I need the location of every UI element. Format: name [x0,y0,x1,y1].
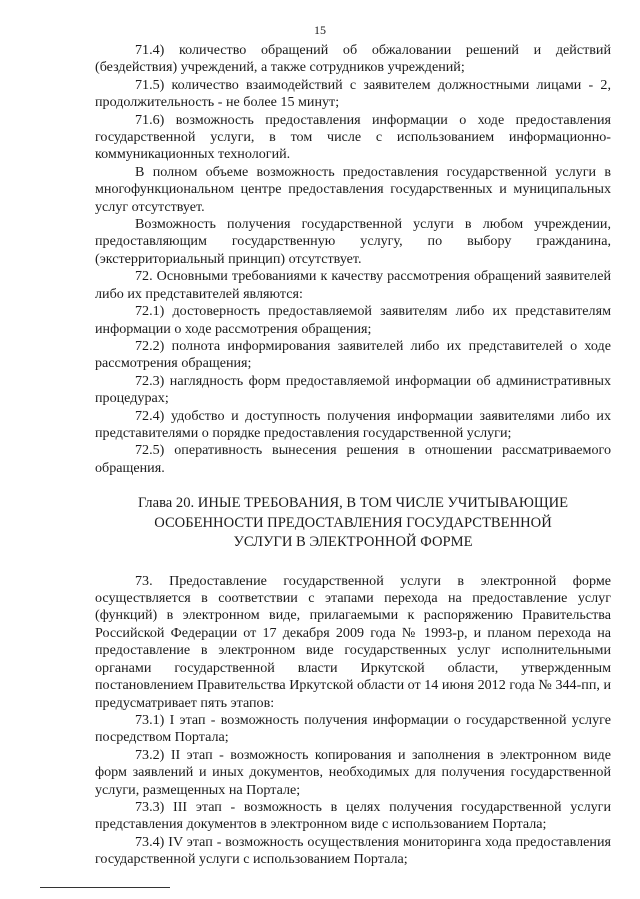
chapter-heading-line-3: УСЛУГИ В ЭЛЕКТРОННОЙ ФОРМЕ [233,534,473,551]
spacer [95,553,611,573]
paragraph-73-3: 73.3) III этап - возможность в целях получения государственной услуги представления документов в электронном виде с использованием Портала; [95,798,611,833]
paragraph-73-2: 73.2) II этап - возможность копирования и заполнения в электронном виде форм заявлений и иных документов, необходимых для получения государственной услуги, размещенных на Портале; [95,746,611,798]
paragraph-71-4: 71.4) количество обращений об обжаловании решений и действий (бездействия) учреждений, а также сотрудников учреждений; [95,42,611,76]
paragraph-72-1: 72.1) достоверность предоставляемой заявителям либо их представителям информации о ходе рассмотрения обращения; [95,303,611,337]
spacer [95,477,611,494]
footnote-divider [40,887,170,888]
paragraph-73: 73. Предоставление государственной услуги в электронной форме осуществляется в соответствии с этапами перехода на предоставление услуг (функций) в электронном виде, прилагаемыми к распоряжению Правительства Российской Федерации от 17 декабря 2009 года № 1993-р, и планом перехода на предоставление в электронном виде государственных услуг исполнительными органами государственной власти Иркутской области, утвержденным постановлением Правительства Иркутской области от 14 июня 2012 года № 344-пп, и предусматривает пять этапов: [95,572,611,711]
paragraph-72: 72. Основными требованиями к качеству рассмотрения обращений заявителей либо их представителей являются: [95,268,611,302]
chapter-heading-line-2: ОСОБЕННОСТИ ПРЕДОСТАВЛЕНИЯ ГОСУДАРСТВЕННОЙ [154,514,552,531]
paragraph-72-2: 72.2) полнота информирования заявителей либо их представителей о ходе рассмотрения обращения; [95,337,611,372]
paragraph-73-4: 73.4) IV этап - возможность осуществления мониторинга хода предоставления государственной услуги с использованием Портала; [95,833,611,868]
chapter-heading-line-1: Глава 20. ИНЫЕ ТРЕБОВАНИЯ, В ТОМ ЧИСЛЕ УЧИТЫВАЮЩИЕ [137,495,569,512]
paragraph-72-5: 72.5) оперативность вынесения решения в отношении рассматриваемого обращения. [95,442,611,476]
paragraph-mfc: В полном объеме возможность предоставления государственной услуги в многофункциональном центре предоставления государственных и муниципальных услуг отсутствует. [95,163,611,215]
paragraph-72-3: 72.3) наглядность форм предоставляемой информации об административных процедурах; [95,372,611,407]
page-body [95,42,611,869]
paragraph-71-6: 71.6) возможность предоставления информации о ходе предоставления государственной услуги, в том числе с использованием информационно-коммуникационных технологий. [95,111,611,163]
paragraph-extraterritorial: Возможность получения государственной услуги в любом учреждении, предоставляющим государственную услугу, по выбору гражданина, (экстерриториальный принцип) отсутствует. [95,216,611,267]
page-number: 15 [314,23,326,37]
paragraph-73-1: 73.1) I этап - возможность получения информации о государственной услуге посредством Портала; [95,711,611,746]
paragraph-72-4: 72.4) удобство и доступность получения информации заявителями либо их представителями о порядке предоставления государственной услуги; [95,407,611,441]
paragraph-71-5: 71.5) количество взаимодействий с заявителем должностными лицами - 2, продолжительность - не более 15 минут; [95,76,611,111]
chapter-heading [95,494,611,553]
